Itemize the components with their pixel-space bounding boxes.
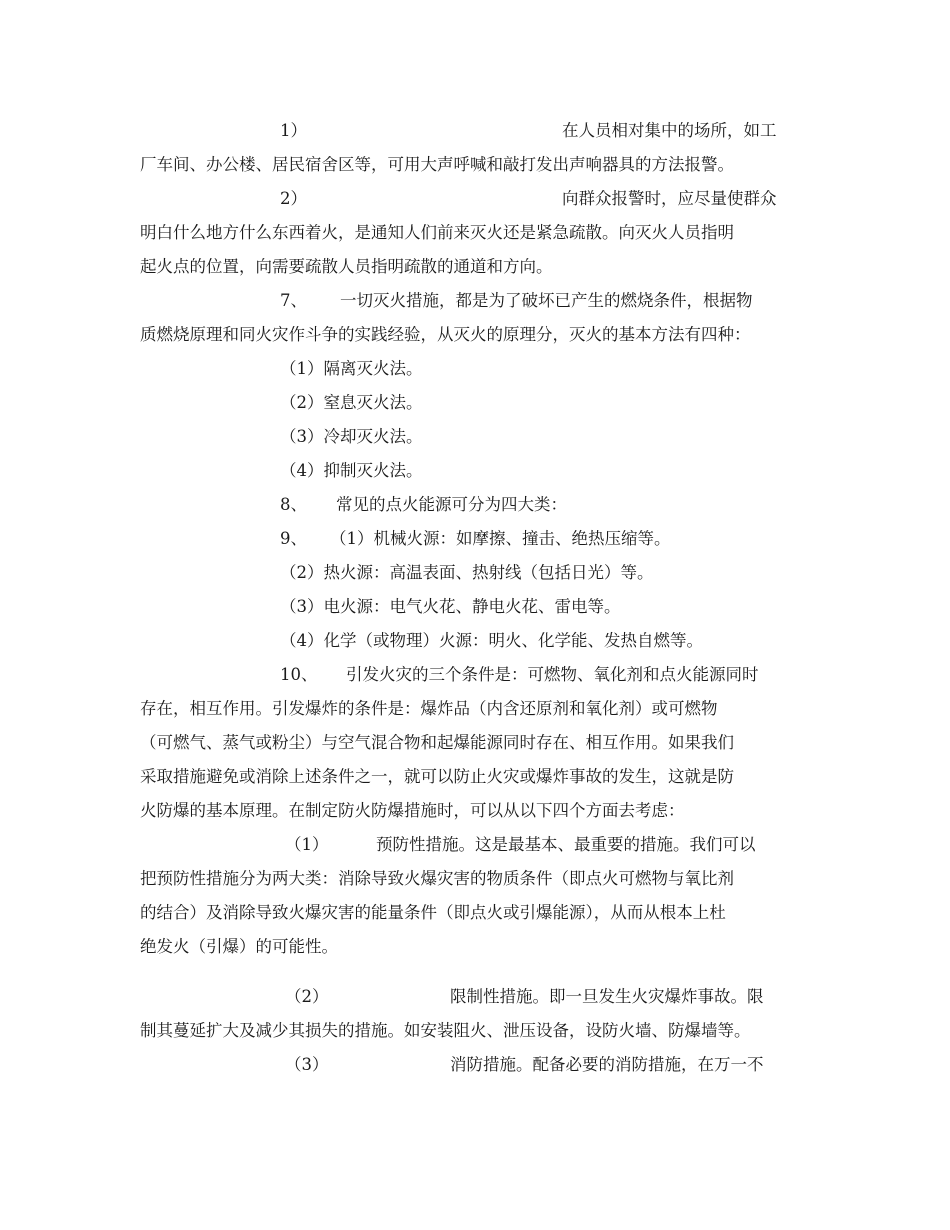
text-line: 起火点的位置，向需要疏散人员指明疏散的通道和方向。 [140,257,553,276]
measure-2-marker: （2） [285,987,329,1006]
measure-1-marker: （1） [285,835,329,854]
text-line: 绝发火（引爆）的可能性。 [140,937,338,956]
list-item: （2）热火源：高温表面、热射线（包括日光）等。 [280,563,654,582]
measure-3-text: 消防措施。配备必要的消防措施，在万一不 [450,1055,764,1074]
measure-2-text: 限制性措施。即一旦发生火灾爆炸事故。限 [450,987,764,1006]
list-item: （3）电火源：电气火花、静电火花、雷电等。 [280,597,621,616]
section-7-number: 7、 [280,291,307,310]
item-2-marker: 2） [280,189,307,208]
list-item: （4）化学（或物理）火源：明火、化学能、发热自燃等。 [280,631,703,650]
text-line: （可燃气、蒸气或粉尘）与空气混合物和起爆能源同时存在、相互作用。如果我们 [140,733,734,752]
text-line: 质燃烧原理和同火灾作斗争的实践经验，从灭火的原理分，灭火的基本方法有四种： [140,325,751,344]
text-line: 明白什么地方什么东西着火，是通知人们前来灭火还是紧急疏散。向灭火人员指明 [140,223,734,242]
text-line: 存在，相互作用。引发爆炸的条件是：爆炸品（内含还原剂和氧化剂）或可燃物 [140,699,718,718]
section-9-text: （1）机械火源：如摩擦、撞击、绝热压缩等。 [330,529,671,548]
item-2-text: 向群众报警时，应尽量使群众 [562,189,777,208]
text-line: 把预防性措施分为两大类：消除导致火爆灾害的物质条件（即点火可燃物与氧比剂 [140,869,734,888]
list-item: （1）隔离灭火法。 [280,359,423,378]
text-line: 厂车间、办公楼、居民宿舍区等，可用大声呼喊和敲打发出声响器具的方法报警。 [140,155,734,174]
text-line: 制其蔓延扩大及减少其损失的措施。如安装阻火、泄压设备，设防火墙、防爆墙等。 [140,1021,751,1040]
list-item: （3）冷却灭火法。 [280,427,423,446]
section-10-number: 10、 [280,665,318,684]
section-9-number: 9、 [280,529,307,548]
item-1-text: 在人员相对集中的场所，如工 [562,121,777,140]
item-1-marker: 1） [280,121,307,140]
section-10-text: 引发火灾的三个条件是：可燃物、氧化剂和点火能源同时 [346,665,759,684]
list-item: （4）抑制灭火法。 [280,461,423,480]
measure-3-marker: （3） [285,1055,329,1074]
measure-1-text: 预防性措施。这是最基本、最重要的措施。我们可以 [376,835,756,854]
section-8-number: 8、 [280,495,307,514]
text-line: 采取措施避免或消除上述条件之一，就可以防止火灾或爆炸事故的发生，这就是防 [140,767,734,786]
section-8-text: 常见的点火能源可分为四大类： [336,495,567,514]
text-line: 火防爆的基本原理。在制定防火防爆措施时，可以从以下四个方面去考虑： [140,801,685,820]
section-7-text: 一切灭火措施，都是为了破坏已产生的燃烧条件，根据物 [340,291,753,310]
list-item: （2）窒息灭火法。 [280,393,423,412]
text-line: 的结合）及消除导致火爆灾害的能量条件（即点火或引爆能源），从而从根本上杜 [140,903,726,922]
